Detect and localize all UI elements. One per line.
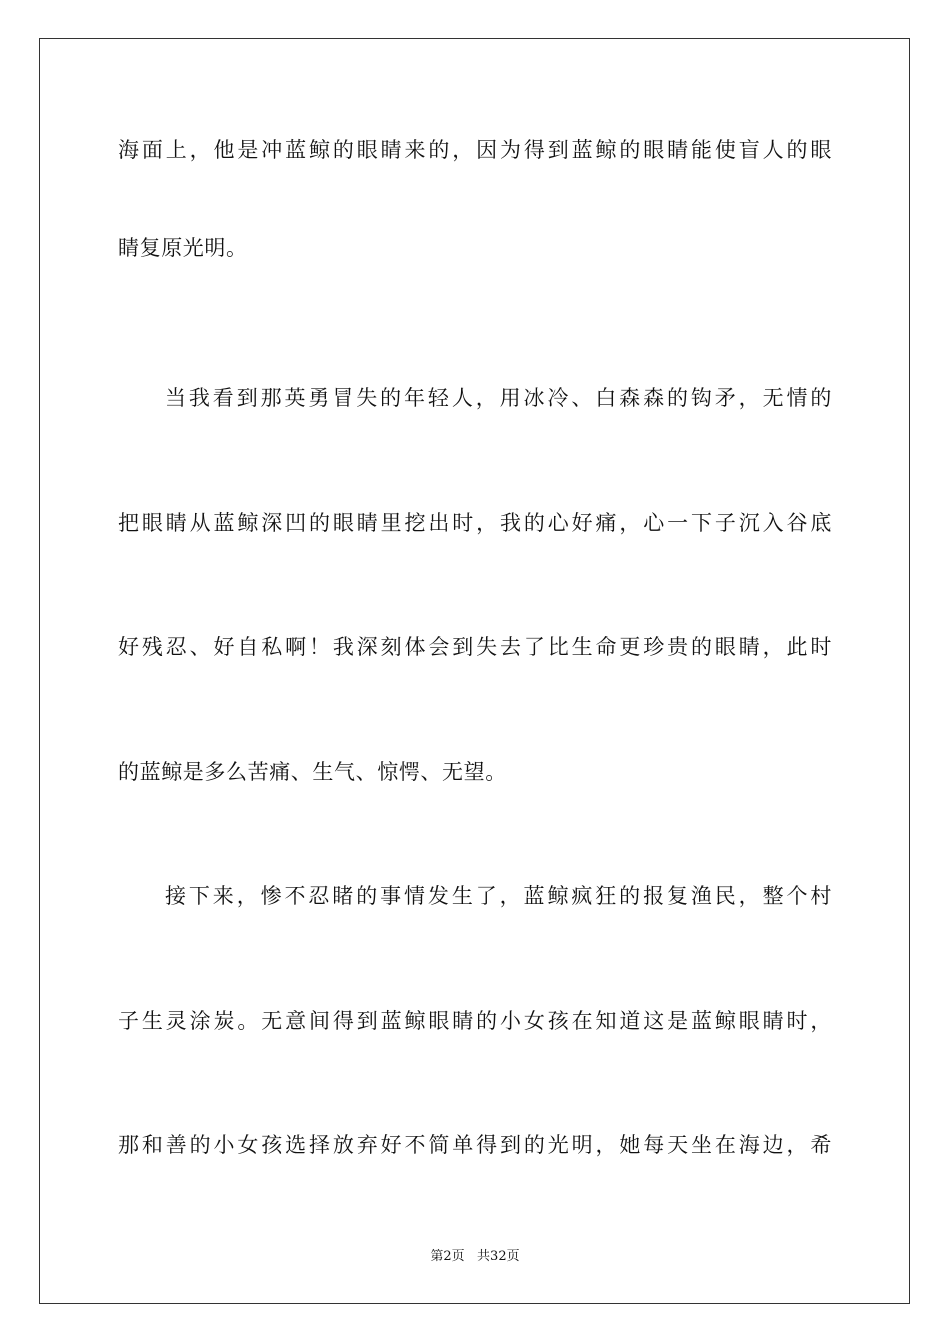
body-text-line: 睛复原光明。 [118, 236, 248, 260]
paragraph-first-line: 当我看到那英勇冒失的年轻人，用冰冷、白森森的钩矛，无情的 [165, 386, 832, 410]
body-text-line: 好残忍、好自私啊！我深刻体会到失去了比生命更珍贵的眼睛，此时 [118, 635, 832, 659]
body-text-line: 子生灵涂炭。无意间得到蓝鲸眼睛的小女孩在知道这是蓝鲸眼睛时， [118, 1009, 832, 1033]
body-text-line: 的蓝鲸是多么苦痛、生气、惊愕、无望。 [118, 760, 507, 784]
body-text-line: 海面上，他是冲蓝鲸的眼睛来的，因为得到蓝鲸的眼睛能使盲人的眼 [118, 138, 832, 162]
paragraph-first-line: 接下来，惨不忍睹的事情发生了，蓝鲸疯狂的报复渔民，整个村 [165, 884, 832, 908]
body-text-line: 把眼睛从蓝鲸深凹的眼睛里挖出时，我的心好痛，心一下子沉入谷底 [118, 511, 832, 535]
body-text-line: 那和善的小女孩选择放弃好不简单得到的光明，她每天坐在海边，希 [118, 1133, 832, 1157]
page-border [39, 38, 910, 1304]
page-number-footer: 第2页 共32页 [430, 1249, 520, 1264]
